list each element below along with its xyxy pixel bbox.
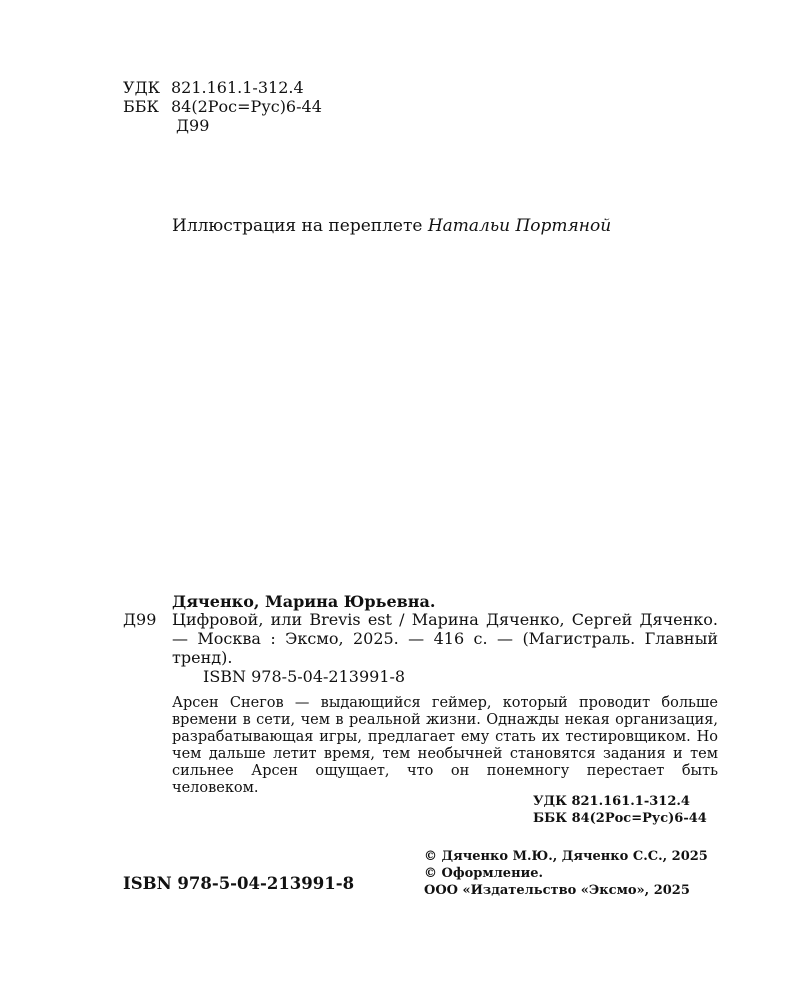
author-heading: Дяченко, Марина Юрьевна. — [172, 592, 436, 611]
footer-isbn: ISBN 978-5-04-213991-8 — [123, 874, 355, 893]
bbk-row — [123, 97, 322, 116]
bibliographic-cutter: Д99 — [123, 610, 157, 629]
bibliographic-isbn: ISBN 978-5-04-213991-8 — [203, 667, 406, 686]
illustration-prefix: Иллюстрация на переплете — [172, 216, 428, 236]
udk-value: 821.161.1-312.4 — [171, 78, 304, 97]
bibliographic-udk: УДК 821.161.1-312.4 — [533, 794, 690, 809]
cutter-code: Д99 — [176, 116, 210, 135]
bibliographic-description: Цифровой, или Brevis est / Марина Дяченко, Сергей Дяченко. — Москва : Эксмо, 2025. — 416 с. — (Магистраль. Главный тренд). — [172, 610, 718, 667]
illustration-artist: Натальи Портяной — [427, 216, 612, 236]
copyright-publisher: ООО «Издательство «Эксмо», 2025 — [424, 883, 690, 898]
illustration-credit — [172, 216, 611, 236]
copyright-authors: © Дяченко М.Ю., Дяченко С.С., 2025 — [424, 849, 708, 864]
classification-codes — [123, 78, 322, 135]
bbk-label: ББК — [123, 97, 159, 116]
bibliographic-codes — [533, 793, 707, 827]
book-annotation: Арсен Снегов — выдающийся геймер, который проводит больше времени в сети, чем в реальной жизни. Однажды некая организация, разрабатывающая игры, предлагает ему стать их тестировщиком. Но чем дальше летит время, тем необычней становятся задания и тем сильнее Арсен ощущает, что он понемногу перестает быть человеком. — [172, 695, 718, 796]
udk-row — [123, 78, 322, 97]
copyright-block — [424, 848, 708, 899]
bbk-value: 84(2Рос=Рус)6-44 — [171, 97, 322, 116]
bibliographic-bbk: ББК 84(2Рос=Рус)6-44 — [533, 811, 707, 826]
copyright-design: © Оформление. — [424, 866, 544, 881]
udk-label: УДК — [123, 78, 160, 97]
